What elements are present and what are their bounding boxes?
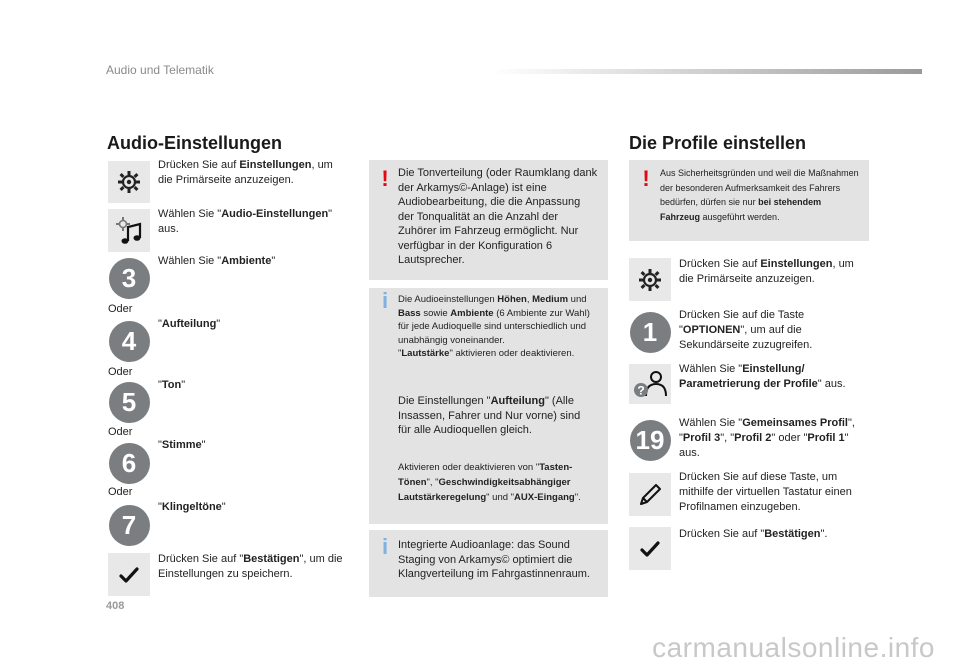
section-title-audio-settings: Audio-Einstellungen (107, 133, 282, 153)
section-title-profiles: Die Profile einstellen (629, 133, 807, 153)
profile-step-open-settings: Drücken Sie auf Einstellungen, um die Primärseite anzuzeigen. (679, 258, 854, 285)
step-number-1: 1 (629, 311, 671, 353)
profile-step-enter-name: Drücken Sie auf diese Taste, um mithilfe der virtuellen Tastatur einen Profilnamen einzugeben. (679, 471, 852, 513)
step-number-4: 4 (108, 320, 150, 362)
svg-text:?: ? (637, 383, 645, 398)
step-open-settings: Drücken Sie auf Einstellungen, um die Primärseite anzuzeigen. (158, 159, 333, 186)
profile-step-options: Drücken Sie auf die Taste "OPTIONEN", um auf die Sekundärseite zuzugreifen. (679, 309, 813, 351)
step-select-klingeltoene: "Klingeltöne" (158, 501, 226, 513)
step-number-19: 19 (629, 419, 671, 461)
or-label: Oder (108, 426, 133, 438)
info-panel-audio (369, 288, 608, 524)
or-label: Oder (108, 303, 133, 315)
step-confirm-save: Drücken Sie auf "Bestätigen", um die Einstellungen zu speichern. (158, 553, 343, 580)
warning-text: Die Tonverteilung (oder Raumklang dank der Arkamys©-Anlage) ist eine Audiobearbeitung, die die Anpassung der Tonqualität an die Anzahl der Zuhörer im Fahrzeug ermöglicht. Nur verfügbar in der Konfiguration 6 Lautsprecher. (398, 167, 598, 266)
safety-warning-text: Aus Sicherheitsgründen und weil die Maßnahmen der besonderen Aufmerksamkeit des Fahrers bedürfen, dürfen sie nur bei stehendem Fahrzeug ausgeführt werden. (660, 168, 859, 222)
settings-gear-icon (629, 258, 671, 301)
pencil-edit-icon (629, 473, 671, 516)
profile-step-select-profile: Wählen Sie "Gemeinsames Profil", "Profil 3", "Profil 2" oder "Profil 1" aus. (679, 417, 855, 459)
audio-settings-icon (108, 209, 150, 252)
profile-step-select-profile-settings: Wählen Sie "Einstellung/ Parametrierung der Profile" aus. (679, 363, 846, 390)
watermark: carmanualsonline.info (652, 632, 935, 663)
profile-settings-icon (629, 364, 671, 404)
info-text-aufteilung: Die Einstellungen "Aufteilung" (Alle Insassen, Fahrer und Nur vorne) sind für alle Audioquellen gleich. (398, 395, 581, 436)
info-text-arkamys: Integrierte Audioanlage: das Sound Staging von Arkamys© optimiert die Klangverteilung im Fahrgastinnenraum. (398, 539, 590, 580)
checkmark-icon (629, 527, 671, 570)
or-label: Oder (108, 486, 133, 498)
settings-gear-icon (108, 161, 150, 203)
step-select-stimme: "Stimme" (158, 439, 206, 451)
step-number-6: 6 (108, 442, 150, 484)
warning-icon: ! (642, 166, 650, 191)
warning-panel (369, 160, 608, 280)
running-header: Audio und Telematik (106, 63, 214, 77)
profile-step-confirm: Drücken Sie auf "Bestätigen". (679, 528, 828, 540)
step-select-audio-settings: Wählen Sie "Audio-Einstellungen" aus. (158, 208, 333, 235)
step-select-ton: "Ton" (158, 379, 186, 391)
info-text-tastentoene: Aktivieren oder deaktivieren von "Tasten-Tönen", "Geschwindigkeitsabhängiger Lautstärkeregelung" und "AUX-Eingang". (398, 462, 581, 503)
safety-warning-panel (629, 160, 869, 241)
page-number: 408 (106, 600, 125, 612)
info-icon: i (381, 288, 389, 313)
step-number-7: 7 (108, 504, 150, 546)
step-number-5: 5 (108, 381, 150, 423)
info-text-audio-settings: Die Audioeinstellungen Höhen, Medium und Bass sowie Ambiente (6 Ambiente zur Wahl) für jede Audioquelle sind unterschiedlich und unabhängig voneinander. "Lautstärke" aktivieren oder deaktivieren. (398, 294, 590, 359)
step-select-ambiente: Wählen Sie "Ambiente" (158, 255, 276, 267)
warning-icon: ! (381, 166, 389, 191)
step-number-3: 3 (108, 257, 150, 299)
info-icon: i (381, 534, 389, 559)
checkmark-icon (108, 553, 150, 596)
info-panel-arkamys (369, 530, 608, 597)
step-select-aufteilung: "Aufteilung" (158, 318, 221, 330)
or-label: Oder (108, 366, 133, 378)
header-rule (490, 69, 922, 74)
